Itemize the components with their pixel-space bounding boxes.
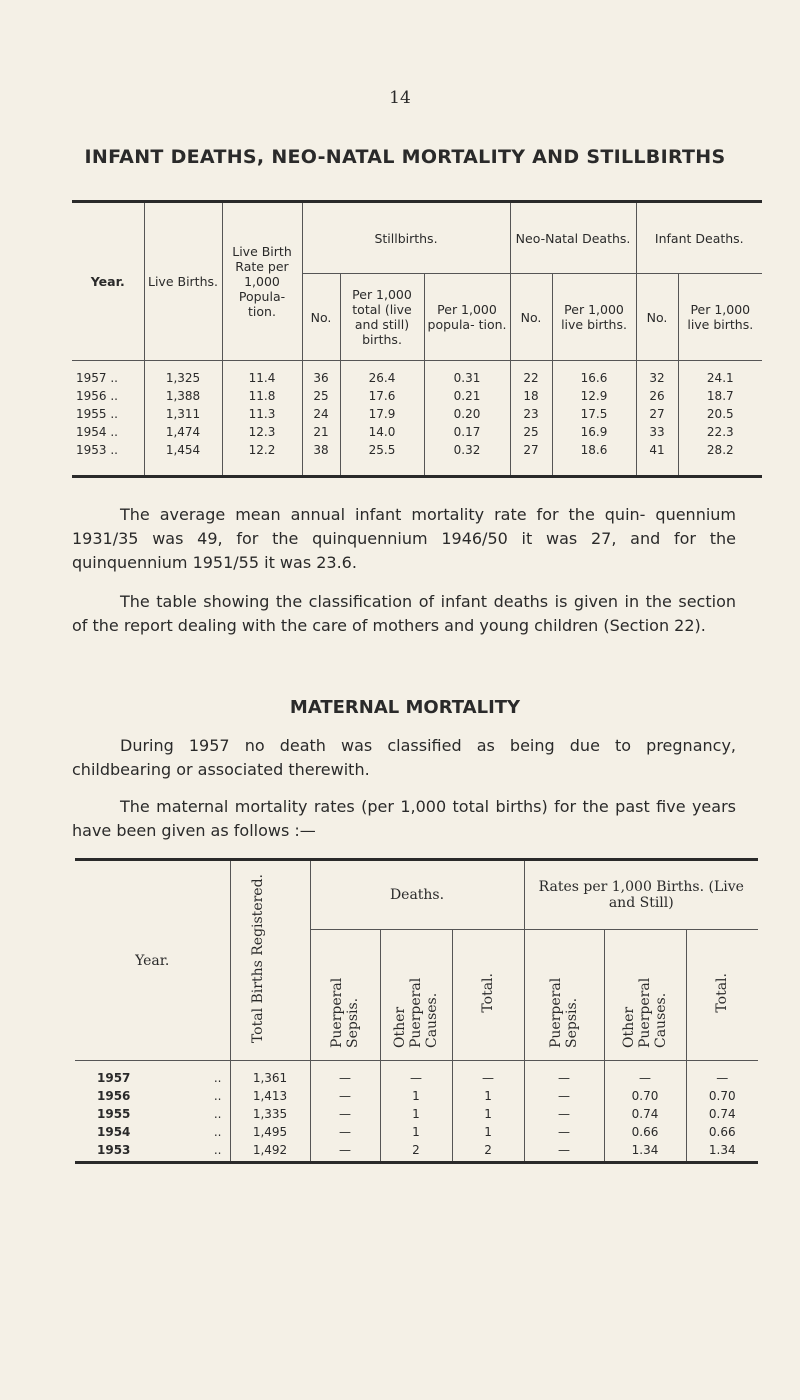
cell-live-births: 1,474 <box>144 423 222 441</box>
table-row <box>75 1105 758 1123</box>
cell-live-births: 1,325 <box>144 361 222 388</box>
cell-year <box>75 1061 230 1088</box>
cell-year-value: 1953 <box>97 1143 131 1157</box>
col-neonatal-deaths: Neo-Natal Deaths. <box>510 202 636 274</box>
cell-infant-no: 27 <box>636 405 678 423</box>
cell-stillbirths-no: 24 <box>302 405 340 423</box>
col-year: Year. <box>75 860 230 1061</box>
cell-neonatal-no: 22 <box>510 361 552 388</box>
col-year: Year. <box>72 202 144 361</box>
col-rates-other-label: Other Puerperal Causes. <box>621 977 670 1048</box>
col-total-births <box>230 860 310 1061</box>
paragraph-classification-note: The table showing the classification of infant deaths is given in the section of the report dealing with the care of mothers and young children (Section 22). <box>72 592 736 635</box>
cell-total-births: 1,335 <box>230 1105 310 1123</box>
table-row <box>75 1141 758 1163</box>
cell-rates-sepsis: — <box>524 1061 604 1088</box>
cell-stillbirths-no: 21 <box>302 423 340 441</box>
paragraph-no-maternal-death: During 1957 no death was classified as being due to pregnancy, childbearing or associated therewith. <box>72 736 736 779</box>
cell-neonatal-rate: 16.6 <box>552 361 636 388</box>
col-deaths-other-label: Other Puerperal Causes. <box>392 977 440 1048</box>
col-deaths-other <box>380 930 452 1061</box>
cell-rates-total: 0.70 <box>708 1089 736 1103</box>
cell-deaths-sepsis: — <box>310 1087 380 1105</box>
cell-live-births: 1,388 <box>144 387 222 405</box>
cell-infant-no: 41 <box>636 441 678 477</box>
table-row <box>72 405 762 423</box>
cell-stillbirths-pop: 0.31 <box>424 361 510 388</box>
cell-deaths-sepsis: — <box>310 1105 380 1123</box>
cell-rates-sepsis: — <box>524 1087 604 1105</box>
cell-stillbirths-pop: 0.17 <box>424 423 510 441</box>
cell-rates-other: 0.70 <box>604 1087 686 1105</box>
cell-rates-total: — <box>716 1071 729 1085</box>
cell-rates-other: 0.66 <box>604 1123 686 1141</box>
col-stillbirths-per-pop: Per 1,000 popula- tion. <box>424 274 510 361</box>
section-title-maternal-mortality: MATERNAL MORTALITY <box>289 697 521 718</box>
cell-neonatal-no: 25 <box>510 423 552 441</box>
col-stillbirths-no: No. <box>302 274 340 361</box>
cell-year <box>75 1123 230 1141</box>
cell-neonatal-no: 23 <box>510 405 552 423</box>
cell-total-births: 1,492 <box>230 1141 310 1163</box>
cell-year-dots: .. <box>213 1089 222 1103</box>
cell-year-dots: .. <box>213 1125 222 1139</box>
cell-year <box>75 1141 230 1163</box>
cell-deaths-total: 2 <box>452 1141 524 1163</box>
cell-deaths-other: — <box>380 1061 452 1088</box>
col-rates-total <box>686 930 758 1061</box>
table-row <box>72 423 762 441</box>
col-rates-sepsis-label: Puerperal Sepsis. <box>548 977 581 1048</box>
col-infant-deaths: Infant Deaths. <box>654 230 744 246</box>
col-rates-other <box>604 930 686 1061</box>
paragraph-maternal-rates-intro: The maternal mortality rates (per 1,000 total births) for the past five years have been given as follows :— <box>72 797 736 840</box>
col-infant-no: No. <box>636 274 678 361</box>
cell-total-births: 1,495 <box>230 1123 310 1141</box>
cell-deaths-total: 1 <box>452 1105 524 1123</box>
cell-stillbirths-births: 25.5 <box>340 441 424 477</box>
cell-infant-rate: 18.7 <box>706 389 734 403</box>
cell-year: 1956 .. <box>72 387 144 405</box>
cell-birth-rate: 11.8 <box>222 387 302 405</box>
cell-rates-total: 0.66 <box>708 1125 736 1139</box>
col-deaths-sepsis-label: Puerperal Sepsis. <box>329 977 361 1048</box>
cell-year: 1953 .. <box>72 441 144 477</box>
cell-deaths-other: 1 <box>380 1123 452 1141</box>
cell-year <box>75 1105 230 1123</box>
cell-year-dots: .. <box>213 1143 222 1157</box>
cell-deaths-sepsis: — <box>310 1061 380 1088</box>
cell-infant-no: 26 <box>636 387 678 405</box>
cell-neonatal-rate: 12.9 <box>552 387 636 405</box>
cell-infant-rate: 20.5 <box>706 407 734 421</box>
cell-deaths-sepsis: — <box>310 1123 380 1141</box>
table-row <box>75 1087 758 1105</box>
cell-neonatal-rate: 18.6 <box>552 441 636 477</box>
cell-year-value: 1956 <box>97 1089 131 1103</box>
col-infant-rate: Per 1,000 live births. <box>678 274 762 361</box>
cell-rates-sepsis: — <box>524 1123 604 1141</box>
cell-neonatal-rate: 16.9 <box>552 423 636 441</box>
table-row <box>72 387 762 405</box>
col-birth-rate: Live Birth Rate per 1,000 Popula- tion. <box>222 202 302 361</box>
cell-birth-rate: 12.2 <box>222 441 302 477</box>
paragraph-infant-mortality-rate: The average mean annual infant mortality rate for the quin- quennium 1931/35 was 49, for the quinquennium 1946/50 it was 27, and for the quinquennium 1951/55 it was 23.6. <box>72 505 736 572</box>
col-deaths-sepsis <box>310 930 380 1061</box>
cell-live-births: 1,311 <box>144 405 222 423</box>
cell-deaths-other: 1 <box>380 1105 452 1123</box>
table-row <box>72 441 762 477</box>
col-deaths-total-label: Total. <box>480 973 496 1013</box>
col-stillbirths-per-births: Per 1,000 total (live and still) births. <box>340 274 424 361</box>
cell-year: 1955 .. <box>72 405 144 423</box>
page-title: INFANT DEATHS, NEO-NATAL MORTALITY AND STILLBIRTHS <box>84 146 726 168</box>
cell-year: 1957 .. <box>72 361 144 388</box>
cell-year-dots: .. <box>213 1071 222 1085</box>
col-neonatal-no: No. <box>510 274 552 361</box>
col-neonatal-rate: Per 1,000 live births. <box>552 274 636 361</box>
cell-neonatal-no: 27 <box>510 441 552 477</box>
col-total-births-label: Total Births Registered. <box>250 873 266 1044</box>
cell-rates-other: 0.74 <box>604 1105 686 1123</box>
cell-total-births: 1,361 <box>230 1061 310 1088</box>
cell-rates-other: — <box>604 1061 686 1088</box>
cell-year: 1954 .. <box>72 423 144 441</box>
cell-rates-sepsis: — <box>524 1105 604 1123</box>
cell-stillbirths-no: 38 <box>302 441 340 477</box>
page-number: 14 <box>389 88 411 108</box>
col-stillbirths: Stillbirths. <box>302 202 510 274</box>
infant-deaths-table <box>72 200 762 478</box>
cell-birth-rate: 11.3 <box>222 405 302 423</box>
table-row <box>72 361 762 388</box>
cell-infant-rate: 22.3 <box>706 425 734 439</box>
cell-infant-no: 32 <box>636 361 678 388</box>
cell-infant-rate: 24.1 <box>706 371 734 385</box>
col-rates-sepsis <box>524 930 604 1061</box>
cell-live-births: 1,454 <box>144 441 222 477</box>
cell-rates-total: 0.74 <box>708 1107 736 1121</box>
cell-stillbirths-births: 14.0 <box>340 423 424 441</box>
cell-stillbirths-births: 17.9 <box>340 405 424 423</box>
maternal-mortality-table <box>75 858 758 1164</box>
cell-infant-rate: 28.2 <box>706 443 734 457</box>
col-rates: Rates per 1,000 Births. (Live and Still) <box>538 879 744 911</box>
cell-year-value: 1957 <box>97 1071 131 1085</box>
col-rates-total-label: Total. <box>714 973 731 1013</box>
cell-deaths-other: 1 <box>380 1087 452 1105</box>
cell-year-value: 1954 <box>97 1125 131 1139</box>
cell-stillbirths-pop: 0.21 <box>424 387 510 405</box>
cell-year-dots: .. <box>213 1107 222 1121</box>
cell-infant-no: 33 <box>636 423 678 441</box>
cell-deaths-total: 1 <box>452 1123 524 1141</box>
cell-deaths-other: 2 <box>380 1141 452 1163</box>
col-live-births: Live Births. <box>144 202 222 361</box>
cell-deaths-sepsis: — <box>310 1141 380 1163</box>
cell-total-births: 1,413 <box>230 1087 310 1105</box>
col-deaths: Deaths. <box>310 860 524 930</box>
cell-birth-rate: 12.3 <box>222 423 302 441</box>
table-row <box>75 1061 758 1088</box>
cell-rates-sepsis: — <box>524 1141 604 1163</box>
cell-year <box>75 1087 230 1105</box>
cell-rates-other: 1.34 <box>604 1141 686 1163</box>
cell-birth-rate: 11.4 <box>222 361 302 388</box>
col-deaths-total <box>452 930 524 1061</box>
cell-deaths-total: — <box>452 1061 524 1088</box>
cell-stillbirths-pop: 0.32 <box>424 441 510 477</box>
cell-deaths-total: 1 <box>452 1087 524 1105</box>
cell-stillbirths-no: 36 <box>302 361 340 388</box>
cell-stillbirths-no: 25 <box>302 387 340 405</box>
cell-year-value: 1955 <box>97 1107 131 1121</box>
cell-stillbirths-births: 17.6 <box>340 387 424 405</box>
cell-rates-total: 1.34 <box>708 1143 736 1157</box>
cell-stillbirths-births: 26.4 <box>340 361 424 388</box>
cell-neonatal-no: 18 <box>510 387 552 405</box>
cell-stillbirths-pop: 0.20 <box>424 405 510 423</box>
table-row <box>75 1123 758 1141</box>
cell-neonatal-rate: 17.5 <box>552 405 636 423</box>
